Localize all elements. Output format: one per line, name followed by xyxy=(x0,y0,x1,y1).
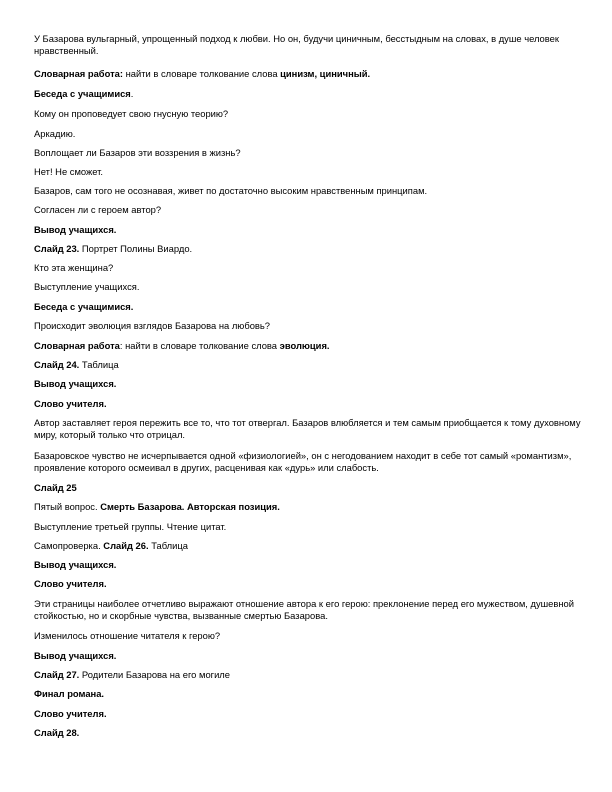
paragraph-23: Пятый вопрос. Смерть Базарова. Авторская позиция. xyxy=(34,501,280,512)
paragraph-1: У Базарова вульгарный, упрощенный подход к любви. Но он, будучи циничным, бесстыдным на словах, в душе человек нравственный. xyxy=(34,33,559,56)
paragraph-26: Вывод учащихся. xyxy=(34,559,117,570)
paragraph-24: Выступление третьей группы. Чтение цитат. xyxy=(34,521,227,532)
paragraph-8: Базаров, сам того не осознавая, живет по достаточно высоким нравственным принципам. xyxy=(34,185,428,196)
paragraph-5: Аркадию. xyxy=(34,128,76,139)
paragraph-31: Слайд 27. Родители Базарова на его могиле xyxy=(34,669,230,680)
paragraph-22: Слайд 25 xyxy=(34,482,77,493)
paragraph-29: Изменилось отношение читателя к герою? xyxy=(34,630,221,641)
paragraph-16: Словарная работа: найти в словаре толкование слова эволюция. xyxy=(34,340,330,351)
paragraph-27: Слово учителя. xyxy=(34,578,107,589)
paragraph-30: Вывод учащихся. xyxy=(34,650,117,661)
paragraph-6: Воплощает ли Базаров эти воззрения в жизнь? xyxy=(34,147,241,158)
paragraph-10: Вывод учащихся. xyxy=(34,224,117,235)
paragraph-19: Слово учителя. xyxy=(34,398,107,409)
paragraph-17: Слайд 24. Таблица xyxy=(34,359,119,370)
paragraph-3: Беседа с учащимися. xyxy=(34,88,134,99)
paragraph-32: Финал романа. xyxy=(34,688,105,699)
paragraph-21: Базаровское чувство не исчерпывается одной «физиологией», он с негодованием находит в себе тот самый «романтизм», проявление которого осмеивал в других, расценивая как «дурь» или слабость. xyxy=(34,450,572,473)
paragraph-9: Согласен ли с героем автор? xyxy=(34,204,162,215)
paragraph-28: Эти страницы наиболее отчетливо выражают отношение автора к его герою: преклонение перед его мужеством, душевной стойкостью, но и скорбные чувства, вызванные смертью Базарова. xyxy=(34,598,574,621)
paragraph-15: Происходит эволюция взглядов Базарова на любовь? xyxy=(34,320,270,331)
paragraph-14: Беседа с учащимися. xyxy=(34,301,134,312)
paragraph-12: Кто эта женщина? xyxy=(34,262,114,273)
paragraph-25: Самопроверка. Слайд 26. Таблица xyxy=(34,540,188,551)
paragraph-33: Слово учителя. xyxy=(34,708,107,719)
paragraph-7: Нет! Не сможет. xyxy=(34,166,104,177)
paragraph-2: Словарная работа: найти в словаре толкование слова цинизм, циничный. xyxy=(34,68,371,79)
paragraph-18: Вывод учащихся. xyxy=(34,378,117,389)
paragraph-34: Слайд 28. xyxy=(34,727,80,738)
paragraph-4: Кому он проповедует свою гнусную теорию? xyxy=(34,108,229,119)
paragraph-20: Автор заставляет героя пережить все то, что тот отвергал. Базаров влюбляется и тем самым приобщается к тому духовному миру, который только что отрицал. xyxy=(34,417,581,440)
paragraph-13: Выступление учащихся. xyxy=(34,281,140,292)
paragraph-11: Слайд 23. Портрет Полины Виардо. xyxy=(34,243,193,254)
